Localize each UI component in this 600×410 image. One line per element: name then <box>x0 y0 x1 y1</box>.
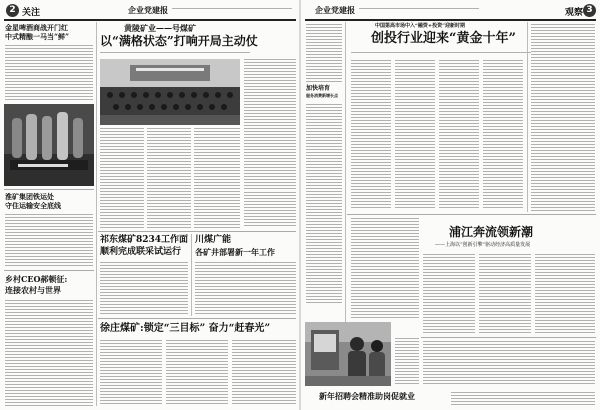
mid-left-headline-2: 守住运输安全底线 <box>5 201 61 210</box>
sub-right-headline-2: 各矿井部署新一年工作 <box>195 247 275 257</box>
masthead: 企业党建报 <box>315 5 355 15</box>
mid-left-headline: 淮矿集团铁运处 <box>5 192 54 201</box>
lower-left-body <box>5 300 93 406</box>
lead-left-headline: 金星啤酒商战开门红 <box>5 23 68 32</box>
left-box-headline: 加快培育 <box>306 85 331 92</box>
main-body-col-3 <box>439 60 479 210</box>
left-col-body-top <box>306 24 342 82</box>
bottom-middle-body-3 <box>232 340 296 406</box>
header-rule <box>305 19 596 21</box>
main-body-col-4 <box>483 60 523 210</box>
page-number-badge: 2 <box>6 4 19 17</box>
left-col-body <box>306 104 342 304</box>
story-divider <box>347 214 596 215</box>
header-rule <box>4 19 296 21</box>
main-body-col-4 <box>244 192 296 228</box>
shanghai-body-2 <box>479 254 531 334</box>
main-dateline <box>351 52 531 55</box>
job-fair-caption-body <box>395 338 419 386</box>
column-rule <box>345 22 346 322</box>
main-body-col-1 <box>100 128 144 228</box>
shanghai-subheadline: ——上海以“创新引擎”驱动经济高质量发展 <box>435 242 531 248</box>
right-col-body <box>531 24 595 212</box>
main-body-col-2 <box>147 128 191 228</box>
lower-left-headline: 乡村CEO郝顿征: <box>5 274 68 284</box>
column-rule <box>96 22 97 406</box>
column-divider <box>4 270 94 271</box>
header-info-line <box>172 8 292 11</box>
column-rule <box>527 22 528 212</box>
shanghai-body-1 <box>423 254 475 334</box>
lower-left-headline-2: 连接农村与世界 <box>5 285 61 295</box>
sub-middle-headline: 祁东煤矿8234工作面 <box>100 235 189 245</box>
main-sidebar-body <box>244 59 296 189</box>
main-headline: 以“满格状态”打响开局主动仗 <box>100 34 258 48</box>
left-box-headline-2: 服务消费新增长点 <box>306 93 338 98</box>
bottom-middle-body-1 <box>100 340 162 406</box>
shanghai-body-3 <box>535 254 595 334</box>
main-kicker: 黄陵矿业——号煤矿 <box>124 23 196 33</box>
main-headline: 创投行业迎来“黄金十年” <box>371 31 516 46</box>
main-body-col-3 <box>194 128 240 228</box>
main-body-col-2 <box>395 60 435 210</box>
main-kicker: 中国第高市场中入“融资+投资”迎新时期 <box>375 23 465 29</box>
section-label: 关注 <box>22 8 41 18</box>
header-info-line <box>359 8 479 11</box>
sub-middle-body <box>100 262 188 314</box>
lead-left-headline-2: 中式精酿一马当“鲜” <box>5 32 70 41</box>
main-dateline <box>100 52 250 55</box>
bottom-middle-body-2 <box>166 340 228 406</box>
story-divider <box>98 231 296 232</box>
miners-photo <box>100 59 240 125</box>
bottom-right-body <box>451 392 595 406</box>
story-divider <box>98 318 296 319</box>
sub-right-headline: 川煤广能 <box>195 235 232 245</box>
page-number-badge: 3 <box>583 4 596 17</box>
right-newspaper-page <box>301 0 600 410</box>
column-rule <box>191 234 192 316</box>
sub-middle-headline-2: 顺利完成联采试运行 <box>100 247 182 257</box>
mid-left-body <box>5 214 93 266</box>
job-fair-headline: 新年招聘会精准助岗促就业 <box>319 391 415 401</box>
lower-right-body <box>423 341 595 386</box>
column-divider <box>4 189 94 190</box>
section-label: 观察 <box>565 8 584 18</box>
job-fair-photo <box>305 322 391 386</box>
sub-right-body <box>195 262 296 314</box>
beer-photo <box>4 104 94 186</box>
lower-left-body <box>351 218 419 318</box>
main-body-col-1 <box>351 60 391 210</box>
masthead: 企业党建报 <box>128 5 168 15</box>
bottom-middle-headline: 徐庄煤矿:锁定“三目标” 奋力“赶春光” <box>100 323 271 334</box>
shanghai-headline: 浦江奔流领新潮 <box>449 225 534 239</box>
lead-left-body <box>5 45 93 100</box>
story-divider <box>421 337 596 338</box>
